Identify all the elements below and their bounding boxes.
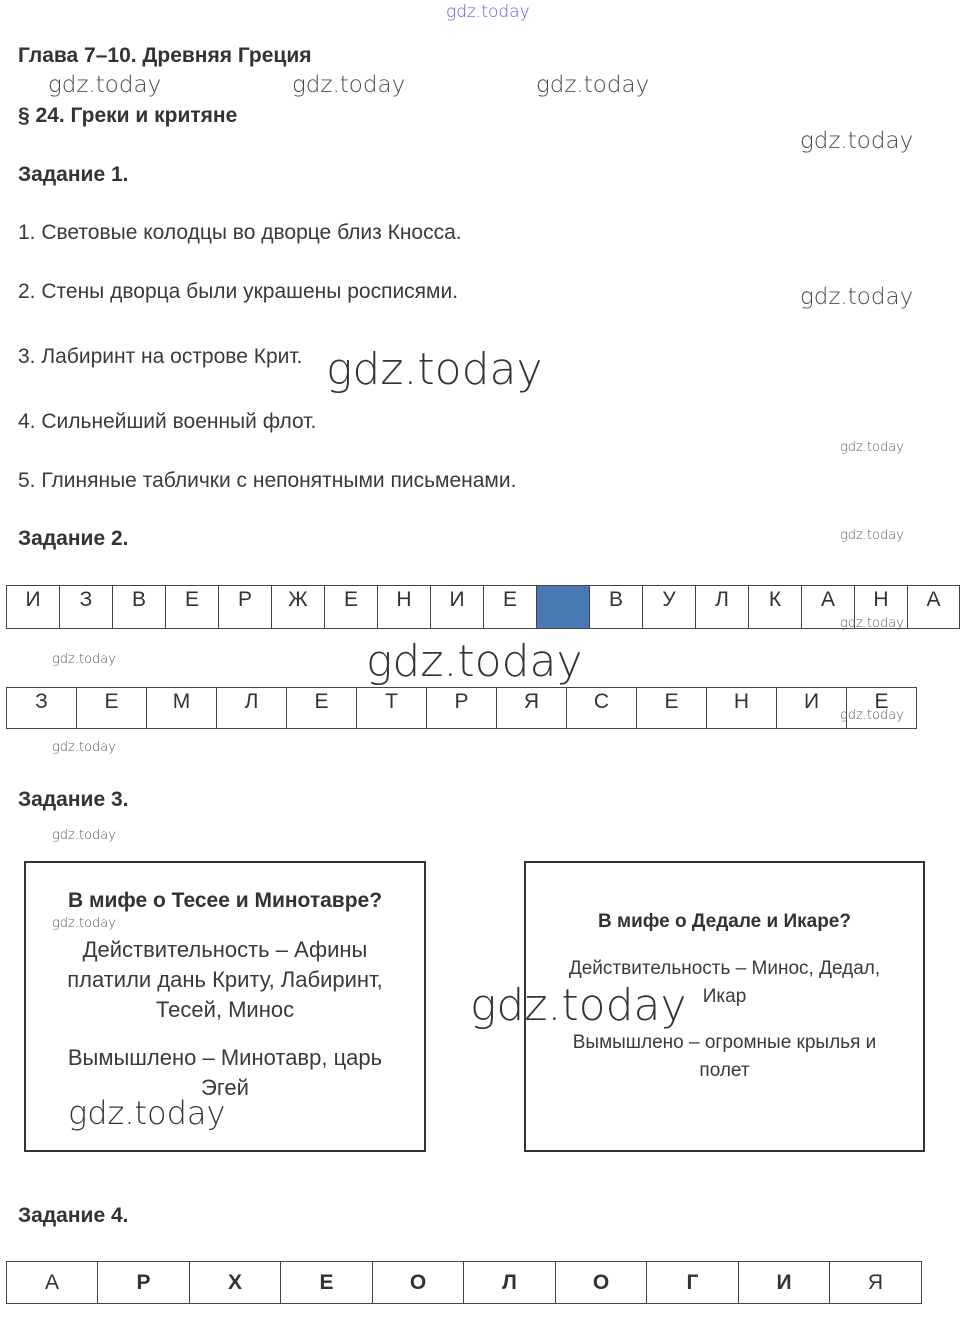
letter-cell: Я: [830, 1262, 922, 1303]
letter-cell: Л: [464, 1262, 556, 1303]
letter-cell: З: [60, 586, 113, 628]
watermark-small: gdz.today: [52, 740, 116, 755]
watermark: gdz.today: [800, 128, 914, 154]
letter-cell: И: [431, 586, 484, 628]
letter-cell: Е: [77, 688, 147, 728]
crossword-row-2: [6, 687, 917, 729]
crossword-row-1: [6, 585, 960, 629]
letter-cell: О: [373, 1262, 464, 1303]
letter-cell: В: [113, 586, 166, 628]
letter-cell: З: [7, 688, 77, 728]
letter-cell: Е: [484, 586, 537, 628]
myth-fiction: Вымышлено – огромные крылья и полет: [572, 1032, 877, 1081]
letter-cell: С: [567, 688, 637, 728]
watermark-top: gdz.today: [446, 2, 530, 22]
watermark: gdz.today: [536, 72, 650, 98]
letter-cell: Х: [190, 1262, 281, 1303]
crossword-row-3: [6, 1261, 922, 1304]
watermark-large: gdz.today: [470, 980, 687, 1031]
letter-cell: М: [147, 688, 217, 728]
letter-cell: И: [739, 1262, 830, 1303]
watermark-small: gdz.today: [52, 652, 116, 667]
task1-heading: Задание 1.: [18, 163, 129, 186]
letter-cell: В: [590, 586, 643, 628]
letter-cell: А: [802, 586, 855, 628]
watermark: gdz.today: [800, 284, 914, 310]
letter-cell: Н: [855, 586, 908, 628]
task4-heading: Задание 4.: [18, 1204, 129, 1227]
watermark-small: gdz.today: [840, 616, 904, 631]
myth-question: В мифе о Дедале и Икаре?: [598, 911, 851, 932]
letter-cell: Р: [98, 1262, 190, 1303]
task2-heading: Задание 2.: [18, 527, 129, 550]
filled-cell: [537, 586, 590, 628]
watermark: gdz.today: [48, 72, 162, 98]
watermark-small: gdz.today: [840, 708, 904, 723]
letter-cell: Г: [647, 1262, 739, 1303]
letter-cell: Е: [166, 586, 219, 628]
letter-cell: Т: [357, 688, 427, 728]
task1-item: 3. Лабиринт на острове Крит.: [18, 345, 303, 368]
letter-cell: Ж: [272, 586, 325, 628]
myth-reality: Действительность – Минос, Дедал, Икар: [568, 958, 881, 1007]
watermark: gdz.today: [292, 72, 406, 98]
letter-cell: У: [643, 586, 696, 628]
chapter-title: Глава 7–10. Древняя Греция: [18, 44, 312, 67]
letter-cell: Е: [281, 1262, 373, 1303]
watermark-small: gdz.today: [840, 440, 904, 455]
letter-cell: А: [908, 586, 960, 628]
letter-cell: Я: [497, 688, 567, 728]
letter-cell: О: [556, 1262, 647, 1303]
task3-heading: Задание 3.: [18, 788, 129, 811]
task1-item: 2. Стены дворца были украшены росписями.: [18, 280, 459, 303]
task1-item: 4. Сильнейший военный флот.: [18, 410, 317, 433]
watermark-small: gdz.today: [52, 916, 116, 931]
letter-cell: Р: [427, 688, 497, 728]
letter-cell: Л: [217, 688, 287, 728]
myth-reality: Действительность – Афины платили дань Криту, Лабиринт, Тесей, Минос: [67, 937, 383, 1022]
watermark-large: gdz.today: [326, 344, 543, 395]
myth-question: В мифе о Тесее и Минотавре?: [67, 889, 383, 912]
myth-fiction: Вымышлено – Минотавр, царь Эгей: [67, 1045, 383, 1100]
watermark: gdz.today: [68, 1094, 226, 1132]
letter-cell: И: [777, 688, 847, 728]
letter-cell: Н: [378, 586, 431, 628]
letter-cell: И: [7, 586, 60, 628]
letter-cell: Е: [847, 688, 917, 728]
letter-cell: Е: [287, 688, 357, 728]
task1-item: 1. Световые колодцы во дворце близ Кносса.: [18, 221, 462, 244]
letter-cell: Р: [219, 586, 272, 628]
letter-cell: А: [7, 1262, 98, 1303]
watermark-small: gdz.today: [840, 528, 904, 543]
letter-cell: Е: [325, 586, 378, 628]
letter-cell: Е: [637, 688, 707, 728]
task1-item: 5. Глиняные таблички с непонятными письменами.: [18, 469, 517, 492]
section-title: § 24. Греки и критяне: [18, 104, 238, 127]
letter-cell: К: [749, 586, 802, 628]
letter-cell: Н: [707, 688, 777, 728]
letter-cell: Л: [696, 586, 749, 628]
watermark-small: gdz.today: [52, 828, 116, 843]
watermark-large: gdz.today: [366, 636, 583, 687]
